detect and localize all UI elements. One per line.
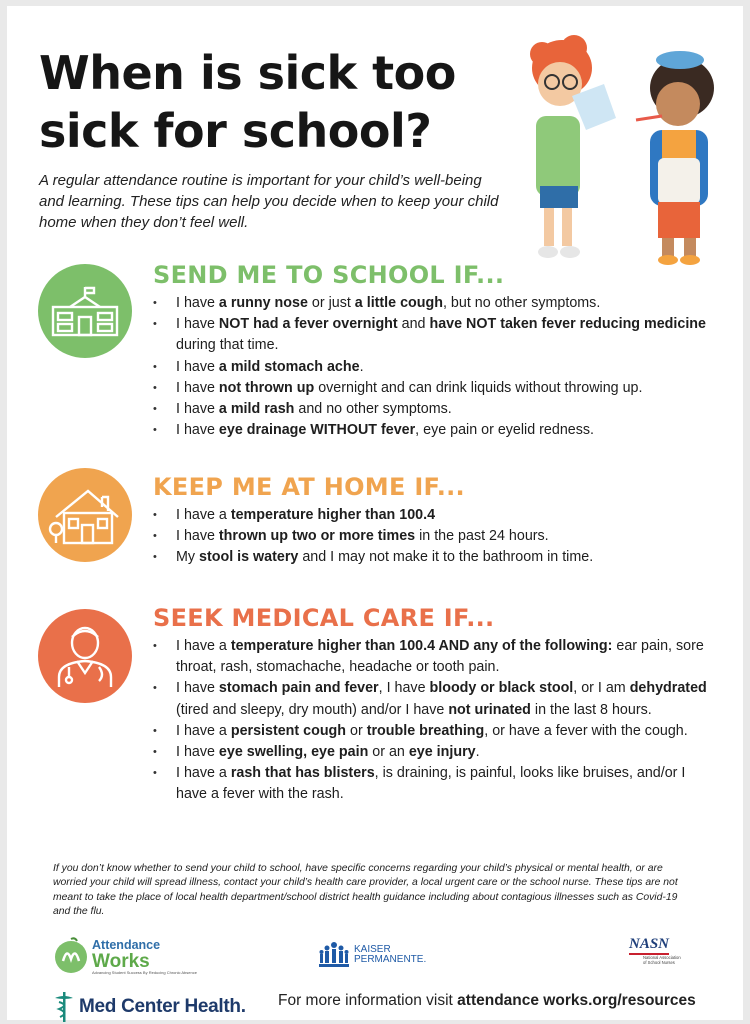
text: or bbox=[346, 722, 367, 739]
text: or an bbox=[368, 744, 409, 761]
title-line-1: When is sick too bbox=[39, 46, 456, 100]
hand-apple-icon bbox=[53, 937, 89, 977]
page-title bbox=[39, 44, 519, 160]
attendance-logo-line2: Works bbox=[92, 950, 150, 972]
kaiser-permanente-logo bbox=[319, 938, 426, 972]
text: I have bbox=[176, 528, 219, 545]
list-item bbox=[153, 505, 713, 526]
intro-text: A regular attendance routine is important for your child’s well-being and learning. These tips can help you decide when to keep your child home when they don’t feel well. bbox=[39, 172, 499, 231]
text: I have bbox=[176, 379, 219, 396]
bold-text: eye swelling, eye pain bbox=[218, 744, 369, 761]
text: I have bbox=[176, 295, 219, 311]
bold-text: stomach pain and fever bbox=[218, 680, 379, 697]
list-item bbox=[153, 526, 713, 547]
text: in the last 8 hours. bbox=[530, 701, 652, 718]
bold-text: a mild rash bbox=[218, 401, 295, 418]
seek-medical-care-list bbox=[153, 636, 713, 806]
text: I have bbox=[176, 422, 219, 439]
text: (tired and sleepy, dry mouth) and/or I have bbox=[176, 701, 449, 718]
caduceus-icon bbox=[53, 991, 75, 1023]
bold-text: a runny nose bbox=[218, 295, 308, 311]
list-item bbox=[153, 636, 713, 678]
list-item bbox=[153, 420, 713, 441]
bold-text: eye drainage WITHOUT fever bbox=[218, 422, 416, 439]
text: and no other symptoms. bbox=[294, 401, 452, 418]
text: . bbox=[359, 358, 364, 375]
footer-prefix: For more information visit bbox=[278, 992, 458, 1009]
text: and bbox=[397, 316, 430, 333]
med-center-health-logo bbox=[53, 991, 246, 1023]
text: I have bbox=[176, 680, 219, 697]
text: I have bbox=[176, 316, 219, 333]
text: , eye pain or eyelid redness. bbox=[415, 422, 594, 439]
text: during that time. bbox=[176, 337, 279, 354]
nasn-logo-subtext: National Association of School Nurses bbox=[643, 954, 681, 965]
kaiser-logo-line1: KAISER bbox=[354, 943, 391, 955]
text: , or I am bbox=[573, 680, 630, 697]
list-item bbox=[153, 547, 713, 568]
bold-text: have NOT taken fever reducing medicine bbox=[429, 316, 706, 333]
nasn-logo-text: NASN bbox=[629, 936, 669, 955]
title-line-2: sick for school? bbox=[39, 104, 432, 158]
text: in the past 24 hours. bbox=[415, 528, 549, 545]
text: I have bbox=[176, 358, 219, 375]
text: , is draining, is painful, looks like bruises, and/or I have a fever with the rash. bbox=[176, 765, 686, 803]
bold-text: bloody or black stool bbox=[429, 680, 574, 697]
doctor-icon bbox=[38, 609, 132, 703]
sick-kids-illustration bbox=[512, 26, 734, 266]
bold-text: a mild stomach ache bbox=[218, 358, 360, 375]
bold-text: not urinated bbox=[448, 701, 531, 718]
text: I have a bbox=[176, 722, 231, 739]
section-title-seek-medical-care: SEEK MEDICAL CARE IF... bbox=[153, 604, 495, 632]
kaiser-figures-icon bbox=[319, 940, 349, 970]
school-building-icon bbox=[38, 264, 132, 358]
text: , but no other symptoms. bbox=[442, 295, 601, 311]
text: I have a bbox=[176, 507, 231, 523]
text: I have a bbox=[176, 765, 231, 782]
bold-text: rash that has blisters bbox=[230, 765, 375, 782]
list-item bbox=[153, 678, 713, 720]
send-to-school-list bbox=[153, 293, 713, 441]
text: overnight and can drink liquids without throwing up. bbox=[314, 379, 643, 396]
kaiser-logo-line2: PERMANENTE. bbox=[354, 954, 427, 965]
nasn-logo bbox=[629, 936, 685, 965]
list-item bbox=[153, 357, 713, 378]
bold-text: trouble breathing bbox=[366, 722, 485, 739]
attendance-logo-line1: Attendance bbox=[92, 938, 161, 953]
bold-text: thrown up two or more times bbox=[218, 528, 416, 545]
list-item bbox=[153, 721, 713, 742]
list-item bbox=[153, 742, 713, 763]
bold-text: temperature higher than 100.4 AND any of the following: bbox=[230, 638, 613, 654]
house-icon bbox=[38, 468, 132, 562]
attendance-logo-tagline: Advancing Student Success By Reducing Chronic Absence bbox=[92, 969, 197, 975]
attendance-works-logo bbox=[53, 932, 197, 982]
text: and I may not make it to the bathroom in time. bbox=[298, 549, 594, 566]
disclaimer-text: If you don’t know whether to send your child to school, have specific concerns regarding your child’s physical or mental health, or are worried your child will spread illness, contact your child’s health care provider, a local urgent care or the school nurse. These tips are not meant to take the place of local health department/school district health guidance including about contagious illnesses such as Covid-19 and the flu. bbox=[53, 863, 678, 917]
bold-text: NOT had a fever overnight bbox=[218, 316, 398, 333]
text: , I have bbox=[378, 680, 430, 697]
bold-text: stool is watery bbox=[199, 549, 299, 566]
text: I have bbox=[176, 744, 219, 761]
bold-text: dehydrated bbox=[629, 680, 707, 697]
list-item bbox=[153, 378, 713, 399]
section-title-send-to-school: SEND ME TO SCHOOL IF... bbox=[153, 261, 505, 289]
bold-text: a little cough bbox=[354, 295, 443, 311]
list-item bbox=[153, 314, 713, 356]
flyer-page bbox=[7, 6, 743, 1020]
med-center-health-text: Med Center Health. bbox=[79, 996, 246, 1017]
bold-text: temperature higher than 100.4 bbox=[230, 507, 436, 523]
text: or just bbox=[307, 295, 355, 311]
bold-text: eye injury bbox=[408, 744, 476, 761]
footer-more-info bbox=[278, 992, 696, 1010]
text: ear pain, sore throat, rash, stomachache, headache or tooth pain. bbox=[176, 638, 704, 676]
text: , or have a fever with the cough. bbox=[484, 722, 688, 739]
bold-text: persistent cough bbox=[230, 722, 347, 739]
list-item bbox=[153, 763, 713, 805]
text: I have a bbox=[176, 638, 231, 654]
text: . bbox=[475, 744, 480, 761]
list-item bbox=[153, 399, 713, 420]
list-item bbox=[153, 293, 713, 314]
bold-text: not thrown up bbox=[218, 379, 315, 396]
footer-url-link[interactable]: attendance works.org/resources bbox=[457, 992, 696, 1009]
text: I have bbox=[176, 401, 219, 418]
text: My bbox=[176, 549, 200, 566]
keep-at-home-list bbox=[153, 505, 713, 569]
section-title-keep-at-home: KEEP ME AT HOME IF... bbox=[153, 473, 465, 501]
